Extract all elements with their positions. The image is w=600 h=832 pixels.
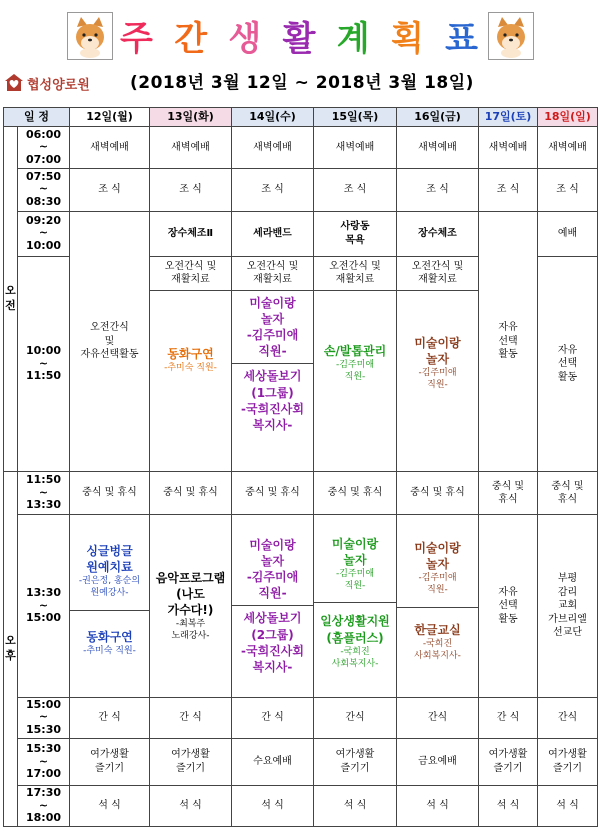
header-row [4,108,598,127]
art-play: 미술이랑 놀자 -김주미애 직원- [314,532,396,604]
schedule-cell: 장수체조Ⅱ [150,211,232,256]
org-logo [4,72,90,94]
schedule-cell: 예배 [538,211,598,256]
schedule-cell [314,256,397,471]
korean-class: 한글교실 -국희진 사회복지사- [414,622,461,661]
time-row [4,211,598,256]
schedule-cell: 중식 및 휴식 [538,472,598,515]
period-header: 일 정 [4,108,70,127]
schedule-cell [314,515,397,698]
schedule-cell: 중식 및 휴식 [479,472,538,515]
time-row [4,515,598,698]
heart-house-icon [4,73,24,93]
schedule-cell: 새벽예배 [314,127,397,168]
schedule-cell: 자유 선택 활동 [479,515,538,698]
title-char: 표 [445,18,480,59]
schedule-cell: 조 식 [479,168,538,211]
time-slot: 15:30 ~ 17:00 [18,738,70,785]
time-slot: 10:00 ~ 11:50 [18,256,70,471]
storytelling: 동화구연 -추미숙 직원- [164,346,217,373]
schedule-cell: 석 식 [314,785,397,826]
schedule-cell: 장수체조 [397,211,479,256]
world-care-group2: 세상돌보기 (2그룹) -국희진사회 복지사- [241,611,304,675]
schedule-cell: 금요예배 [397,738,479,785]
time-slot: 17:30 ~ 18:00 [18,785,70,826]
am-label: 오 전 [4,127,18,472]
schedule-period: (2018년 3월 12일 ~ 2018년 3월 18일) [130,73,474,93]
schedule-cell: 음악프로그램 (나도 가수다!) -최복주 노래강사- [150,515,232,698]
pm-label: 오 후 [4,472,18,827]
title-char: 활 [282,18,318,59]
schedule-cell [70,515,150,698]
schedule-cell: 간 식 [70,697,150,738]
day-header: 13일(화) [150,108,232,127]
world-care-group1: 세상돌보기 (1그룹) -국희진사회 복지사- [241,369,304,433]
schedule-cell: 석 식 [479,785,538,826]
schedule-cell: 자유 선택 활동 [538,256,598,471]
schedule-cell: 부평 감리 교회 가브리엘 선교단 [538,515,598,698]
header [0,0,600,106]
schedule-cell: 여가생활 즐기기 [479,738,538,785]
am-snack-therapy: 오전간식 및 재활치료 [150,257,231,291]
am-snack-therapy: 오전간식 및 재활치료 [232,257,313,291]
schedule-cell: 중식 및 휴식 [397,472,479,515]
time-slot: 09:20 ~ 10:00 [18,211,70,256]
schedule-cell [397,515,479,698]
schedule-cell: 석 식 [397,785,479,826]
time-slot: 13:30 ~ 15:00 [18,515,70,698]
time-slot: 11:50 ~ 13:30 [18,472,70,515]
schedule-cell: 간식 [538,697,598,738]
schedule-cell: 여가생활 즐기기 [538,738,598,785]
page-title [120,10,480,60]
time-row [4,785,598,826]
schedule-cell: 조 식 [314,168,397,211]
day-header: 17일(토) [479,108,538,127]
time-slot: 15:00 ~ 15:30 [18,697,70,738]
schedule-cell: 사랑동 목욕 [314,211,397,256]
schedule-cell [232,256,314,471]
am-snack-therapy: 오전간식 및 재활치료 [314,257,396,291]
time-row [4,738,598,785]
time-row [4,127,598,168]
schedule-cell: 수요예배 [232,738,314,785]
art-play: 미술이랑 놀자 -김주미애 직원- [232,533,313,607]
shiba-dog-icon [488,12,534,60]
day-header: 12일(월) [70,108,150,127]
schedule-cell [232,515,314,698]
schedule-cell: 중식 및 휴식 [150,472,232,515]
schedule-cell: 새벽예배 [538,127,598,168]
schedule-cell: 석 식 [150,785,232,826]
nail-care: 손/발톱관리 -김주미애 직원- [323,343,387,383]
time-slot: 07:50 ~ 08:30 [18,168,70,211]
title-char: 획 [390,18,426,59]
time-row [4,168,598,211]
schedule-cell: 새벽예배 [397,127,479,168]
art-play: 미술이랑 놀자 -김주미애 직원- [414,335,461,391]
art-play: 미술이랑 놀자 -김주미애 직원- [397,536,478,608]
schedule-cell: 새벽예배 [150,127,232,168]
schedule-cell: 새벽예배 [70,127,150,168]
schedule-cell: 간식 [397,697,479,738]
shiba-dog-icon [67,12,113,60]
schedule-cell: 석 식 [70,785,150,826]
title-char: 계 [336,18,372,59]
day-header: 18일(일) [538,108,598,127]
am-snack-therapy: 오전간식 및 재활치료 [397,257,478,291]
title-char: 생 [228,18,264,59]
schedule-cell: 간식 [314,697,397,738]
schedule-cell [150,256,232,471]
time-slot: 06:00 ~ 07:00 [18,127,70,168]
schedule-cell: 여가생활 즐기기 [150,738,232,785]
org-name: 협성양로원 [27,77,90,93]
schedule-cell: 중식 및 휴식 [314,472,397,515]
schedule-cell: 조 식 [397,168,479,211]
schedule-cell: 세라밴드 [232,211,314,256]
schedule-cell: 석 식 [538,785,598,826]
schedule-cell: 중식 및 휴식 [232,472,314,515]
gardening-therapy: 싱글벙글 원예치료 -권은정, 홍순의 원예강사- [70,537,149,611]
schedule-cell: 오전간식 및 자유선택활동 [70,211,150,472]
schedule-cell: 여가생활 즐기기 [70,738,150,785]
schedule-cell: 중식 및 휴식 [70,472,150,515]
schedule-cell: 조 식 [150,168,232,211]
schedule-cell: 자유 선택 활동 [479,211,538,472]
day-header: 16일(금) [397,108,479,127]
schedule-cell: 간 식 [150,697,232,738]
schedule-cell: 조 식 [70,168,150,211]
day-header: 15일(목) [314,108,397,127]
daily-life-support: 일상생활지원 (홈플러스) -국희진 사회복지사- [320,614,390,669]
schedule-cell: 조 식 [538,168,598,211]
storytelling: 동화구연 -추미숙 직원- [83,629,136,656]
art-play: 미술이랑 놀자 -김주미애 직원- [232,291,313,365]
schedule-table [3,107,598,827]
day-header: 14일(수) [232,108,314,127]
schedule-cell: 새벽예배 [479,127,538,168]
title-char: 주 [120,18,155,59]
title-char: 간 [174,18,210,59]
schedule-cell [397,256,479,471]
schedule-cell: 새벽예배 [232,127,314,168]
time-row [4,697,598,738]
schedule-cell: 여가생활 즐기기 [314,738,397,785]
schedule-cell: 간 식 [479,697,538,738]
schedule-cell: 조 식 [232,168,314,211]
schedule-cell: 석 식 [232,785,314,826]
schedule-cell: 간 식 [232,697,314,738]
time-row [4,472,598,515]
